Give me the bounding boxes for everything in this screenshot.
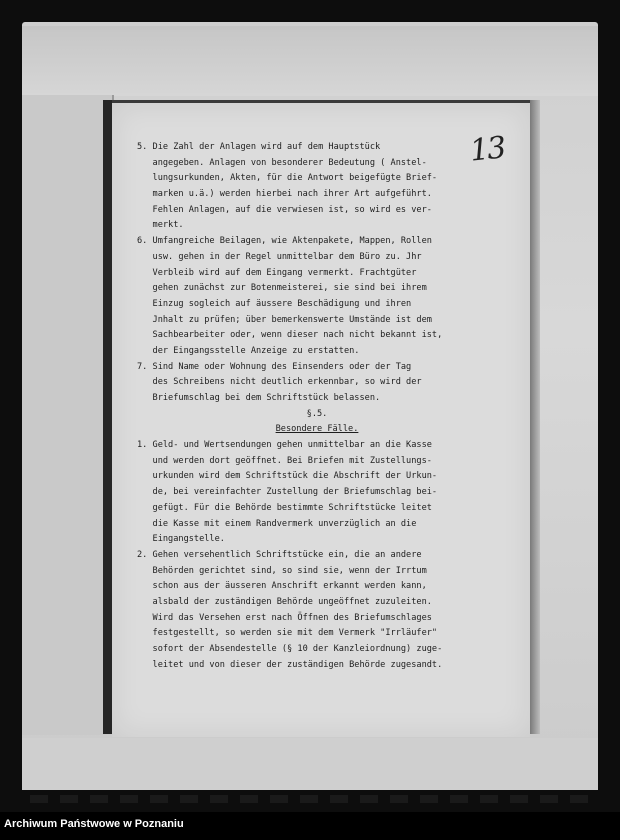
film-edge xyxy=(30,795,590,803)
back-sheet xyxy=(22,95,114,735)
document-line: de, bei vereinfachter Zustellung der Briefumschlag bei- xyxy=(137,487,438,498)
document-line: usw. gehen in der Regel unmittelbar dem Büro zu. Jhr xyxy=(137,251,422,262)
document-line: Einzug sogleich auf äussere Beschädigung und ihren xyxy=(137,298,412,309)
document-line: 2. Gehen versehentlich Schriftstücke ein, die an andere xyxy=(137,549,422,560)
document-line: leitet und von dieser der zuständigen Behörde zugesandt. xyxy=(137,659,443,670)
document-line: merkt. xyxy=(137,220,184,231)
scan-top-strip xyxy=(22,26,598,96)
document-line: gehen zunächst zur Botenmeisterei, sie sind bei ihrem xyxy=(137,283,427,294)
document-line: lungsurkunden, Akten, für die Antwort beigefügte Brief- xyxy=(137,173,438,184)
document-line: gefügt. Für die Behörde bestimmte Schriftstücke leitet xyxy=(137,502,432,513)
document-line: des Schreibens nicht deutlich erkennbar, so wird der xyxy=(137,377,422,388)
sheet-right-edge xyxy=(530,100,540,734)
scan-bottom-strip xyxy=(22,738,598,790)
handwritten-page-number: 13 xyxy=(468,130,506,169)
document-line: 5. Die Zahl der Anlagen wird auf dem Hauptstück xyxy=(137,142,381,152)
archive-watermark-label: Archiwum Państwowe w Poznaniu xyxy=(4,818,184,830)
document-line: 6. Umfangreiche Beilagen, wie Aktenpakete, Mappen, Rollen xyxy=(137,236,432,247)
document-line: §.5. xyxy=(306,408,328,419)
document-line: alsbald der zuständigen Behörde ungeöffnet zuzuleiten. xyxy=(137,596,432,607)
document-line xyxy=(137,422,497,438)
document-line: Briefumschlag bei dem Schriftstück belassen. xyxy=(137,393,381,403)
document-line: der Eingangsstelle Anzeige zu erstatten. xyxy=(137,345,360,356)
document-line: 7. Sind Name oder Wohnung des Einsenders oder der Tag xyxy=(137,361,412,372)
document-line: Eingangstelle. xyxy=(137,534,225,545)
document-line: Sachbearbeiter oder, wenn dieser nach nicht bekannt ist, xyxy=(137,330,443,341)
section-heading: Besondere Fälle. xyxy=(275,424,359,435)
sheet-spine-shadow xyxy=(103,100,112,734)
document-line: und werden dort geöffnet. Bei Briefen mit Zustellungs- xyxy=(137,455,432,466)
document-line: festgestellt, so werden sie mit dem Vermerk "Irrläufer" xyxy=(137,628,438,639)
document-line: 1. Geld- und Wertsendungen gehen unmittelbar an die Kasse xyxy=(137,440,432,451)
document-line: Wird das Versehen erst nach Öffnen des Briefumschlages xyxy=(137,612,432,623)
document-line: sofort der Absendestelle (§ 10 der Kanzleiordnung) zuge- xyxy=(137,644,443,654)
document-line: Verbleib wird auf dem Eingang vermerkt. Frachtgüter xyxy=(137,267,417,278)
document-line: angegeben. Anlagen von besonderer Bedeutung ( Anstel- xyxy=(137,157,427,168)
document-line: Fehlen Anlagen, auf die verwiesen ist, so wird es ver- xyxy=(137,204,432,215)
document-line: Jnhalt zu prüfen; über bemerkenswerte Umstände ist dem xyxy=(137,314,432,325)
document-line: urkunden wird dem Schriftstück die Abschrift der Urkun- xyxy=(137,471,438,482)
document-line: schon aus der äusseren Anschrift erkannt werden kann, xyxy=(137,581,427,592)
document-line: Behörden gerichtet sind, so sind sie, wenn der Irrtum xyxy=(137,565,427,576)
document-body-text xyxy=(137,140,497,673)
document-line: die Kasse mit einem Randvermerk unverzüglich an die xyxy=(137,518,417,529)
document-line: marken u.ä.) werden hierbei nach ihrer Art aufgeführt. xyxy=(137,189,432,200)
